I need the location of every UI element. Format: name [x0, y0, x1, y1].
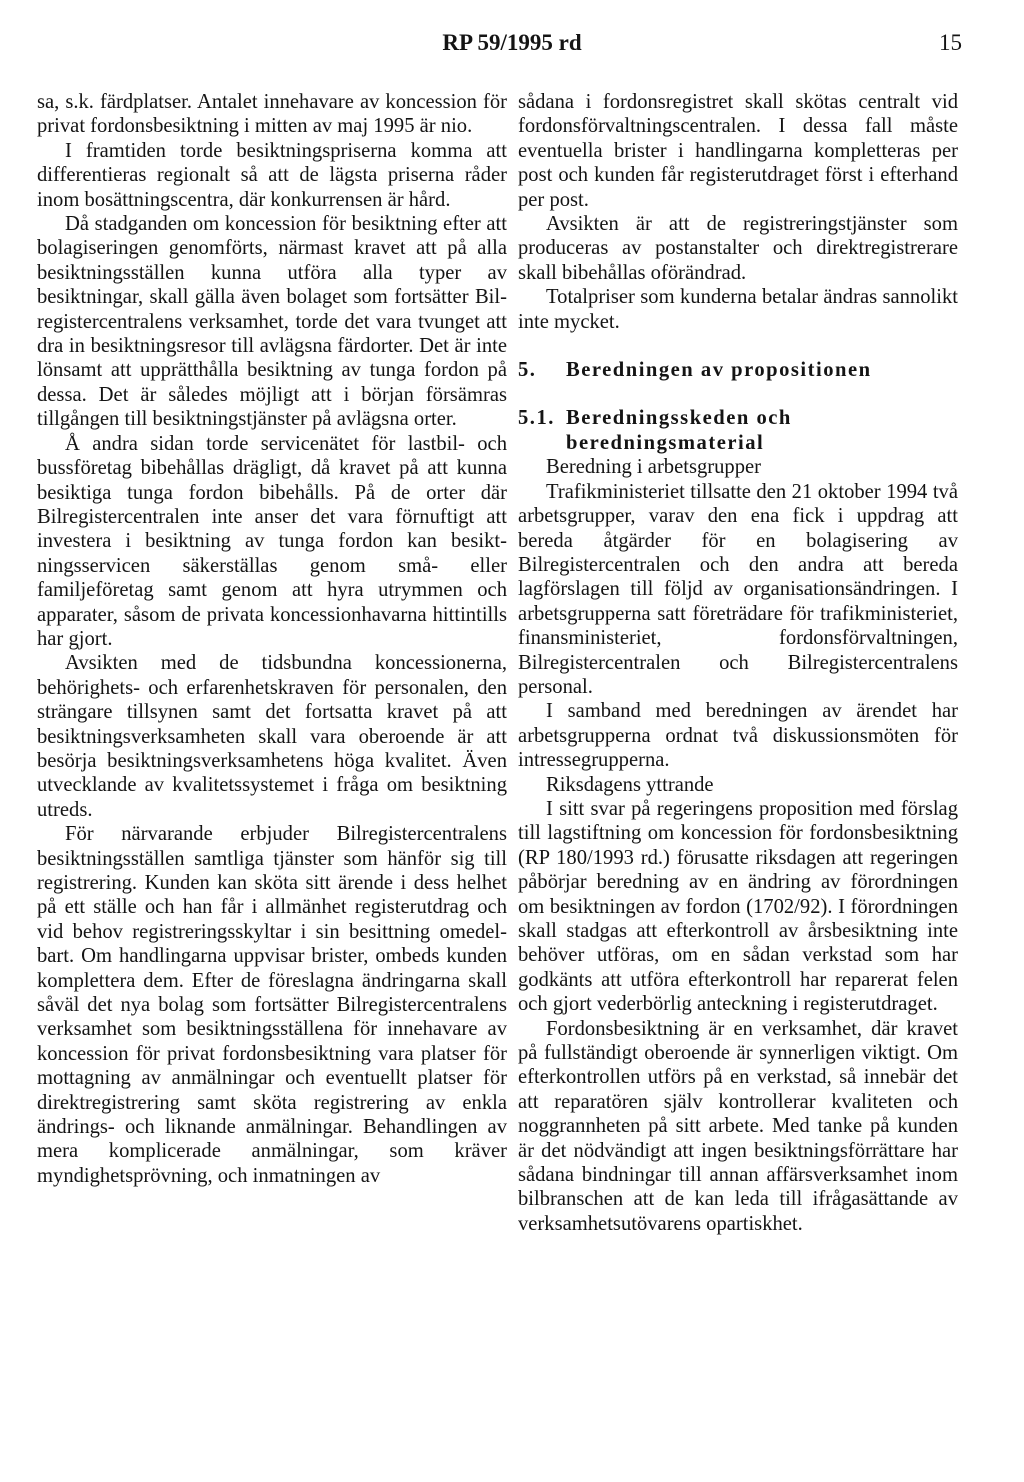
section-title: Beredningsskeden och beredningsmaterial: [566, 407, 792, 454]
section-number: 5.: [518, 359, 537, 382]
right-column: [518, 90, 958, 1236]
paragraph: För närvarande erbjuder Bilregistercentralens besiktningsställen samtliga tjänster som hänför sig till registrering. Kunden kan sköta sitt ärende i dess helhet på ett ställe och han får i allmänhet registerutdrag och vid behov registreringsskyltar i sin besittning omedelbart. Om handlingarna uppvisar brister, ombeds kunden komplettera dem. Efter de föreslagna ändringarna skall såväl det nya bolag som fortsätter Bilregistercentralens verksamhet som besiktningsställena för innehavare av koncession för privat fordonsbesiktning vara platser för mottagning av anmälningar och eventuellt platser för direktregistrering samt sköta registrering av enkla ändrings- och liknande anmälningar. Behandlingen av mera komplicerade anmälningar, som kräver myndighetsprövning, och inmatningen av: [37, 823, 507, 1187]
paragraph: I framtiden torde besiktningspriserna komma att differentieras regionalt så att de lägsta priserna råder inom bosättningscentra, där konkurrensen är hård.: [37, 139, 507, 211]
paragraph: Avsikten är att de registreringstjänster som produceras av postanstalter och direktregistrerare skall bibehållas oförändrad.: [518, 213, 958, 284]
paragraph: I samband med beredningen av ärendet har arbetsgrupperna ordnat två diskussionsmöten för intressegrupperna.: [518, 700, 958, 772]
section-title: Beredningen av propositionen: [566, 359, 872, 382]
paragraph: sa, s.k. färdplatser. Antalet innehavare av koncession för privat fordonsbesiktning i mitten av maj 1995 är nio.: [37, 91, 507, 138]
document-reference: RP 59/1995 rd: [442, 30, 582, 55]
section-heading-5-1: [518, 406, 958, 455]
paragraph: Då stadganden om koncession för besiktning efter att bolagiseringen genomförts, närmast kravet att på alla besiktningsställen kunna utföra alla typer av besiktningar, skall gälla även bolaget som fortsätter Bilregistercentralens verksamhet, torde det vara tvunget att dra in besiktningsresor till avlägsna färdorter. Det är inte lönsamt att upprätthålla besiktning av tunga fordon på dessa. Det är således möjligt att i början försämras tillgången till besiktningstjänster på avlägsna orter.: [37, 213, 507, 431]
paragraph: sådana i fordonsregistret skall skötas centralt vid fordonsförvaltningscentralen. I dessa fall måste eventuella brister i handlingarna kompletteras per post och kunden får registerutdraget först i efterhand per post.: [518, 91, 958, 211]
paragraph: Trafikministeriet tillsatte den 21 oktober 1994 två arbetsgrupper, varav den ena fick i uppdrag att bereda åtgärder för en bolagisering av Bilregistercentralen och den andra att bereda lagförslagen till följd av organisationsändringen. I arbetsgrupperna satt företrädare för trafikministeriet, finansministeriet, fordonsförvaltningen, Bilregistercentralen och Bilregistercentralens personal.: [518, 480, 958, 698]
paragraph: Fordonsbesiktning är en verksamhet, där kravet på fullständigt oberoende är synnerligen viktigt. Om efterkontrollen utförs på en verkstad, så innebär det att reparatören själv kontrollerar kvaliteten och noggrannheten på sitt arbete. Med tanke på kunden är det nödvändigt att ingen besiktningsförrättare har sådana bindningar till annan affärsverksamhet inom bilbranschen att de kan leda till ifrågasättande av verksamhetsutövarens opartiskhet.: [518, 1017, 958, 1235]
section-heading-5: [518, 358, 958, 382]
subheading: Riksdagens yttrande: [546, 773, 714, 796]
paragraph: Å andra sidan torde servicenätet för lastbil- och bussföretag bibehållas drägligt, då kravet på att kunna besiktiga tunga fordon bibehålls. På de orter där Bilregistercentralen inte anser det vara förnuftigt att investera i besiktning av tunga fordon kan besiktningsservicen säkerställas genom små- eller familjeföretag samt genom att hyra utrymmen och apparater, såsom de privata koncessionhavarna hittintills har gjort.: [37, 432, 507, 650]
paragraph: Avsikten med de tidsbundna koncessionerna, behörighets- och erfarenhetskraven för personalen, den strängare tillsynen samt det fortsatta kravet på att besiktningsverksamheten skall vara oberoende är att besörja besiktningsverksamhetens höga kvalitet. Även utvecklande av kvalitetssystemet i fråga om besiktning utreds.: [37, 652, 507, 821]
subheading: Beredning i arbetsgrupper: [546, 456, 762, 479]
paragraph: Totalpriser som kunderna betalar ändras sannolikt inte mycket.: [518, 286, 958, 333]
section-number: 5.1.: [518, 407, 555, 430]
page-number: 15: [939, 30, 962, 55]
left-column: [37, 90, 507, 1188]
paragraph: I sitt svar på regeringens proposition med förslag till lagstiftning om koncession för fordonsbesiktning (RP 180/1993 rd.) förusatte riksdagen att regeringen påbörjar beredning av en ändring av förordningen om besiktningen av fordon (1702/92). I förordningen skall stadgas att efterkontroll av årsbesiktning inte behöver utföras, om en sådan verkstad som har godkänts att utföra efterkontroll har reparerat felen och gjort vederbörlig anteckning i registerutdraget.: [518, 797, 958, 1016]
